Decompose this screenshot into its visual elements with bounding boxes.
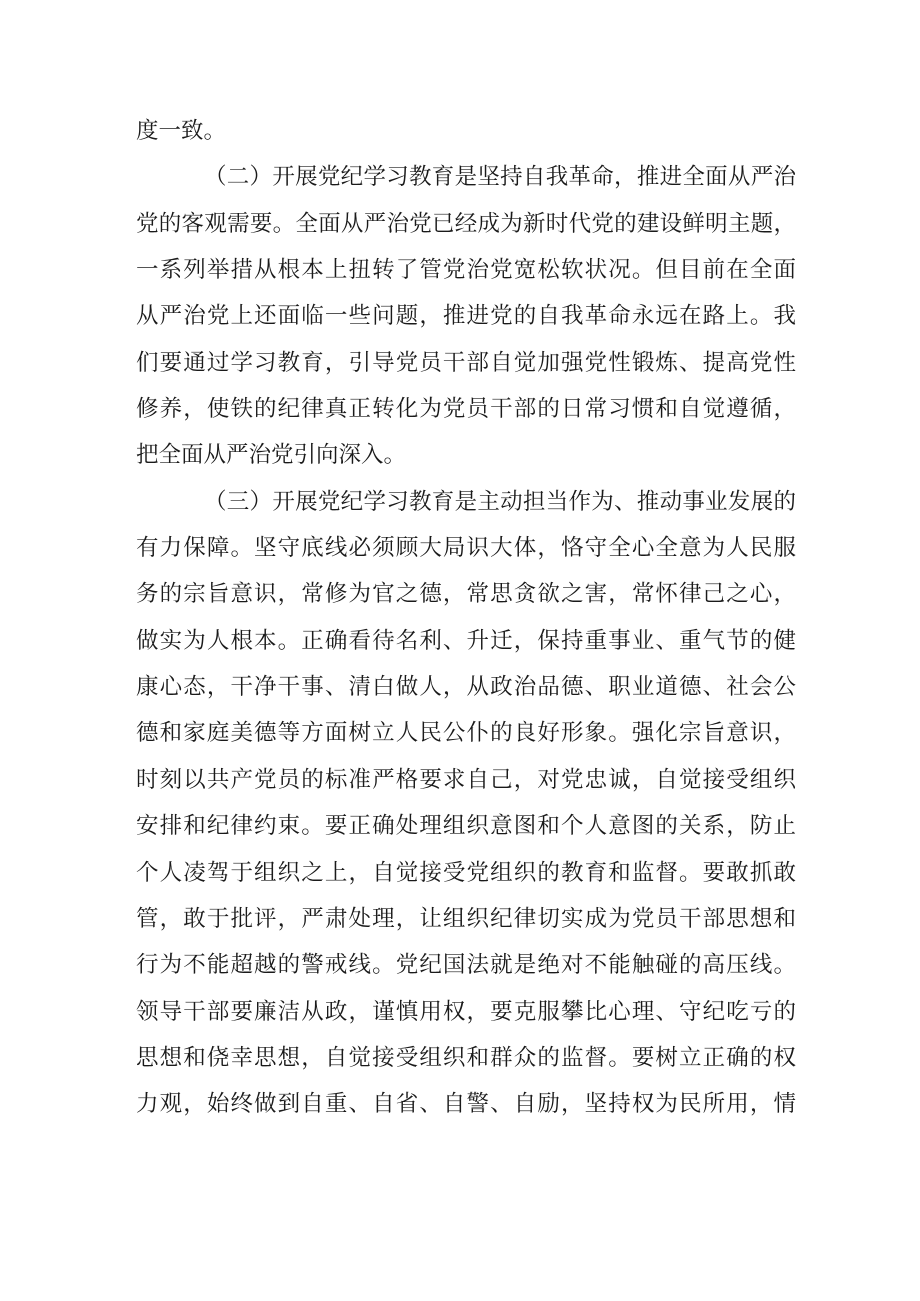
text-line: 管，敢于批评，严肃处理，让组织纪律切实成为党员干部思想和 (136, 905, 796, 932)
paragraph-2-first-line: （二）开展党纪学习教育是坚持自我革命，推进全面从严治 (204, 164, 796, 191)
text-line: 把全面从严治党引向深入。 (136, 442, 407, 469)
paragraph-3-first-line: （三）开展党纪学习教育是主动担当作为、推动事业发展的 (204, 488, 796, 515)
text-line: 从严治党上还面临一些问题，推进党的自我革命永远在路上。我 (136, 303, 796, 330)
text-line: 力观，始终做到自重、自省、自警、自励，坚持权为民所用，情 (136, 1091, 796, 1118)
text-line: 党的客观需要。全面从严治党已经成为新时代党的建设鲜明主题， (136, 210, 796, 237)
text-line: 康心态，干净干事、清白做人，从政治品德、职业道德、社会公 (136, 674, 796, 701)
text-line: 度一致。 (136, 118, 227, 144)
text-line: 修养，使铁的纪律真正转化为党员干部的日常习惯和自觉遵循， (136, 396, 796, 423)
text-line: 行为不能超越的警戒线。党纪国法就是绝对不能触碰的高压线。 (136, 952, 796, 979)
text-line: 有力保障。坚守底线必须顾大局识大体，恪守全心全意为人民服 (136, 535, 796, 562)
text-line: 务的宗旨意识，常修为官之德，常思贪欲之害，常怀律己之心， (136, 581, 796, 608)
text-line: 个人凌驾于组织之上，自觉接受党组织的教育和监督。要敢抓敢 (136, 859, 796, 886)
text-line: 做实为人根本。正确看待名利、升迁，保持重事业、重气节的健 (136, 627, 796, 654)
text-line: 时刻以共产党员的标准严格要求自己，对党忠诚，自觉接受组织 (136, 766, 796, 793)
text-line: 德和家庭美德等方面树立人民公仆的良好形象。强化宗旨意识， (136, 720, 796, 747)
text-line: 安排和纪律约束。要正确处理组织意图和个人意图的关系，防止 (136, 813, 796, 840)
text-line: 领导干部要廉洁从政，谨慎用权，要克服攀比心理、守纪吃亏的 (136, 998, 796, 1025)
text-line: 们要通过学习教育，引导党员干部自觉加强党性锻炼、提高党性 (136, 349, 796, 376)
text-line: 一系列举措从根本上扭转了管党治党宽松软状况。但目前在全面 (136, 257, 796, 284)
body-text (136, 108, 796, 1128)
text-line: 思想和侥幸思想，自觉接受组织和群众的监督。要树立正确的权 (136, 1044, 796, 1071)
